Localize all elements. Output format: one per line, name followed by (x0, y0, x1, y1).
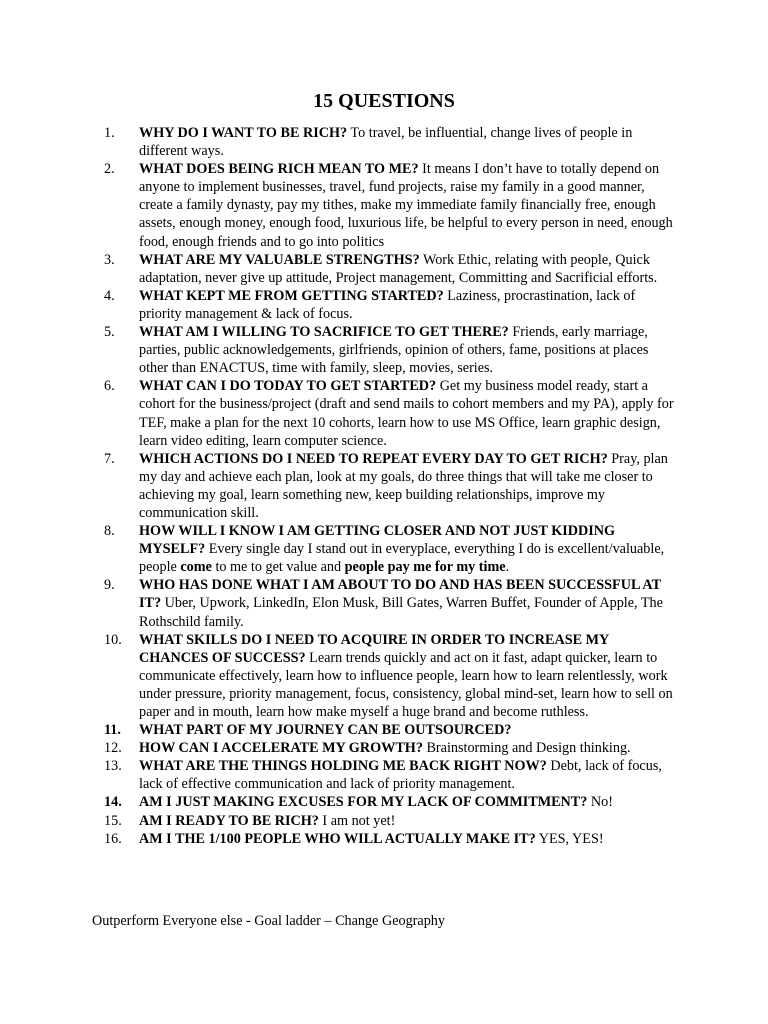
question-text: WHAT CAN I DO TODAY TO GET STARTED? (139, 378, 437, 395)
list-item (104, 450, 676, 522)
answer-text: Uber, Upwork, LinkedIn, Elon Musk, Bill Gates, Warren Buffet, Founder of Apple, The Rothschild family. (139, 595, 663, 630)
item-number: 12. (104, 740, 122, 757)
answer-text: Get my business model ready, start a cohort for the business/project (draft and send mails to cohort members and my PA), apply for TEF, make a plan for the next 10 cohorts, learn how to use MS Office, learn graphic design, learn video editing, learn computer science. (139, 378, 674, 449)
list-item (104, 323, 676, 377)
list-item (104, 160, 676, 250)
question-text: WHAT AM I WILLING TO SACRIFICE TO GET THERE? (139, 324, 509, 341)
answer-text: Laziness, procrastination, lack of priority management & lack of focus. (139, 287, 636, 322)
list-item (104, 793, 676, 811)
answer-text: No! (587, 794, 613, 811)
item-number: 8. (104, 523, 115, 540)
question-text: AM I READY TO BE RICH? (139, 812, 319, 829)
item-number: 14. (104, 794, 122, 811)
item-number: 2. (104, 161, 115, 178)
answer-text: Brainstorming and Design thinking. (422, 740, 631, 757)
item-number: 10. (104, 631, 122, 648)
answer-text: To travel, be influential, change lives of people in different ways. (139, 125, 633, 160)
answer-text: Pray, plan my day and achieve each plan, look at my goals, do three things that will take me closer to achieving my goal, learn something new, keep building relationships, improve my communication skill. (139, 450, 668, 521)
item-number: 1. (104, 125, 115, 141)
answer-text: . (505, 559, 510, 576)
question-text: WHY DO I WANT TO BE RICH? (139, 125, 348, 141)
item-number: 11. (104, 722, 121, 739)
answer-emphasis: come (180, 559, 212, 576)
answer-text: Friends, early marriage, parties, public acknowledgements, girlfriends, opinion of others, fame, positions at places other than ENACTUS, time with family, sleep, movies, series. (139, 324, 649, 377)
list-item (104, 631, 676, 721)
item-number: 3. (104, 251, 115, 268)
item-number: 15. (104, 812, 122, 829)
answer-text: YES, YES! (535, 830, 604, 847)
item-number: 16. (104, 830, 122, 847)
item-number: 13. (104, 758, 122, 775)
answer-text: Every single day I stand out in everyplace, everything I do is excellent/valuable, people (139, 541, 665, 576)
page-title: 15 QUESTIONS (313, 90, 455, 112)
question-text: WHAT SKILLS DO I NEED TO ACQUIRE IN ORDER TO INCREASE MY CHANCES OF SUCCESS? (139, 631, 609, 666)
question-text: WHAT ARE MY VALUABLE STRENGTHS? (139, 251, 420, 268)
answer-text: It means I don’t have to totally depend on anyone to implement businesses, travel, fund projects, raise my family in a good manner, create a family dynasty, pay my tithes, make my immediate family financially free, enough assets, enough money, enough food, luxurious life, be helpful to every person in need, enough food, enough friends and to go into politics (139, 161, 673, 250)
question-text: WHAT DOES BEING RICH MEAN TO ME? (139, 161, 419, 178)
answer-text: Learn trends quickly and act on it fast, adapt quicker, learn to communicate effectively, learn how to influence people, learn how to learn relentlessly, work under pressure, priority management, focus, consistency, global mind-set, learn how to sell on paper and in mouth, learn how make myself a huge brand and become ruthless. (139, 649, 673, 720)
list-item (104, 377, 676, 449)
question-text: HOW CAN I ACCELERATE MY GROWTH? (139, 740, 423, 757)
list-item (104, 739, 676, 757)
list-item (104, 576, 676, 630)
footer-note: Outperform Everyone else - Goal ladder – Change Geography (92, 913, 445, 929)
list-item (104, 812, 676, 830)
list-item (104, 830, 676, 848)
list-item (104, 757, 676, 793)
answer-text: Debt, lack of focus, lack of effective communication and lack of priority management. (139, 758, 662, 793)
answer-text: Work Ethic, relating with people, Quick adaptation, never give up attitude, Project management, Committing and Sacrificial efforts. (139, 251, 658, 286)
questions-list (104, 124, 676, 848)
question-text: AM I JUST MAKING EXCUSES FOR MY LACK OF COMMITMENT? (139, 794, 588, 811)
list-item (104, 522, 676, 576)
question-text: WHAT KEPT ME FROM GETTING STARTED? (139, 287, 444, 304)
list-item (104, 124, 676, 160)
list-item (104, 721, 676, 739)
question-text: WHAT PART OF MY JOURNEY CAN BE OUTSOURCED? (139, 722, 512, 739)
answer-text: I am not yet! (318, 812, 396, 829)
list-item (104, 251, 676, 287)
question-text: WHO HAS DONE WHAT I AM ABOUT TO DO AND HAS BEEN SUCCESSFUL AT IT? (139, 577, 661, 612)
question-text: WHAT ARE THE THINGS HOLDING ME BACK RIGHT NOW? (139, 758, 547, 775)
answer-text: to me to get value and (211, 559, 345, 576)
question-text: AM I THE 1/100 PEOPLE WHO WILL ACTUALLY MAKE IT? (139, 830, 536, 847)
answer-emphasis: people pay me for my time (344, 559, 506, 576)
list-item (104, 287, 676, 323)
item-number: 5. (104, 324, 115, 341)
item-number: 7. (104, 450, 115, 467)
item-number: 9. (104, 577, 115, 594)
question-text: WHICH ACTIONS DO I NEED TO REPEAT EVERY DAY TO GET RICH? (139, 450, 608, 467)
item-number: 6. (104, 378, 115, 395)
item-number: 4. (104, 287, 115, 304)
question-text: HOW WILL I KNOW I AM GETTING CLOSER AND NOT JUST KIDDING MYSELF? (139, 523, 616, 558)
